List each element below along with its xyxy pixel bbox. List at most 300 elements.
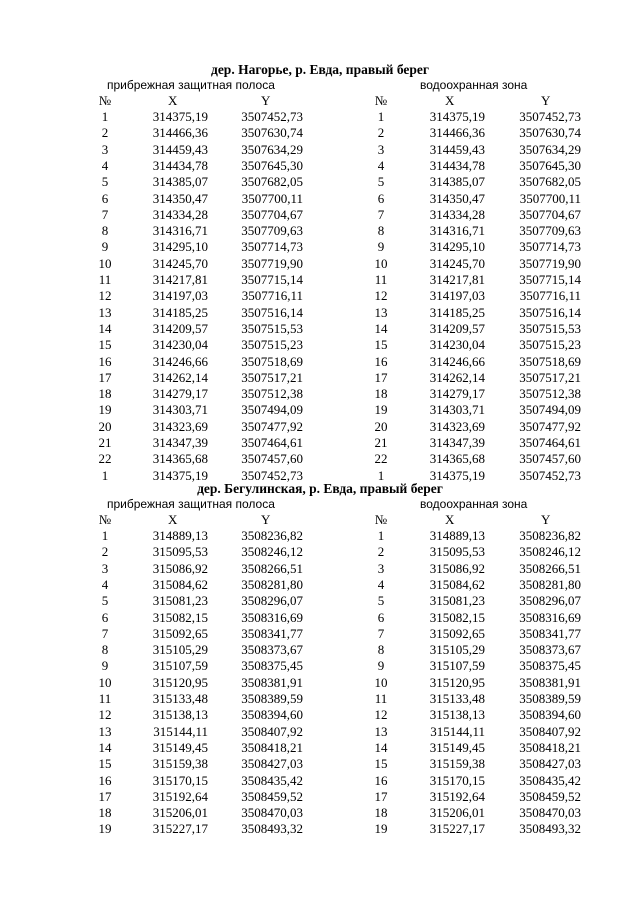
left-row-number: 19: [98, 402, 112, 418]
right-row-y: 3508418,21: [519, 739, 581, 755]
right-row-y: 3508407,92: [519, 723, 581, 739]
section-title: дер. Бегулинская, р. Евда, правый берег: [197, 481, 443, 496]
table-row: [0, 691, 640, 707]
table-row: [0, 740, 640, 756]
right-row-number: 5: [377, 593, 385, 609]
table-row: [0, 626, 640, 642]
right-row-x: 314303,71: [429, 402, 485, 418]
table-row: [0, 288, 640, 304]
left-row-x: 314434,78: [152, 157, 208, 173]
right-row-x: 314295,10: [429, 239, 485, 255]
left-row-x: 315081,23: [152, 593, 208, 609]
right-row-x: 314279,17: [429, 386, 485, 402]
right-row-x: 315192,64: [429, 788, 485, 804]
right-row-y: 3508459,52: [519, 788, 581, 804]
left-row-number: 1: [101, 467, 109, 483]
right-row-x: 314459,43: [429, 141, 485, 157]
left-row-x: 314350,47: [152, 190, 208, 206]
right-row-number: 9: [377, 658, 385, 674]
left-row-y: 3507464,61: [241, 435, 303, 450]
left-row-y: 3508281,80: [241, 576, 303, 592]
right-row-y: 3507515,53: [519, 320, 581, 336]
right-row-y: 3508296,07: [519, 593, 581, 609]
left-row-number: 17: [98, 369, 112, 385]
left-row-number: 16: [98, 772, 112, 788]
left-row-y: 3507512,38: [241, 386, 303, 402]
right-row-x: 314466,36: [429, 125, 485, 141]
left-row-y: 3508341,77: [241, 625, 303, 641]
right-row-number: 15: [374, 756, 388, 772]
right-row-number: 13: [374, 723, 388, 739]
table-row: [0, 821, 640, 837]
right-row-x: 315227,17: [429, 821, 485, 837]
table-row: [0, 707, 640, 723]
right-row-y: 3507512,38: [519, 386, 581, 402]
left-row-y: 3508407,92: [241, 723, 303, 739]
left-row-y: 3508493,32: [241, 821, 303, 837]
left-row-y: 3508316,69: [241, 609, 303, 625]
left-row-y: 3508375,45: [241, 658, 303, 674]
left-row-number: 2: [101, 125, 109, 141]
left-row-number: 21: [98, 435, 112, 450]
left-row-x: 314466,36: [152, 125, 208, 141]
right-row-y: 3508375,45: [519, 658, 581, 674]
right-row-y: 3507516,14: [519, 304, 581, 320]
left-row-number: 20: [98, 418, 112, 434]
right-row-y: 3508281,80: [519, 576, 581, 592]
right-row-number: 17: [374, 369, 388, 385]
right-row-number: 10: [374, 674, 388, 690]
right-row-x: 314316,71: [429, 223, 485, 239]
left-row-x: 315133,48: [152, 691, 208, 706]
table-row: [0, 272, 640, 288]
left-row-number: 12: [98, 288, 112, 304]
table-row: [0, 756, 640, 772]
right-row-y: 3507709,63: [519, 223, 581, 239]
right-row-number: 12: [374, 707, 388, 723]
table-row: [0, 773, 640, 789]
right-row-x: 314347,39: [429, 435, 485, 450]
right-row-number: 1: [377, 528, 385, 543]
left-row-number: 1: [101, 528, 109, 543]
right-row-y: 3507452,73: [519, 109, 581, 124]
right-row-x: 315170,15: [429, 772, 485, 788]
right-row-number: 11: [374, 272, 388, 287]
right-row-x: 315092,65: [429, 625, 485, 641]
left-row-number: 10: [98, 674, 112, 690]
left-row-number: 13: [98, 723, 112, 739]
right-row-number: 15: [374, 337, 388, 353]
right-header-x: X: [445, 93, 455, 108]
left-row-y: 3507515,53: [241, 320, 303, 336]
left-row-x: 314295,10: [152, 239, 208, 255]
left-row-y: 3507515,23: [241, 337, 303, 353]
left-row-x: 315227,17: [152, 821, 208, 837]
right-row-number: 16: [374, 353, 388, 369]
right-subtitle: водоохранная зона: [420, 497, 528, 511]
left-row-x: 315105,29: [152, 642, 208, 658]
table-header: [0, 512, 640, 528]
right-row-number: 16: [374, 772, 388, 788]
left-row-y: 3507682,05: [241, 174, 303, 190]
left-row-number: 22: [98, 451, 112, 467]
right-header-y: Y: [541, 512, 551, 527]
table-row: [0, 125, 640, 141]
left-row-number: 10: [98, 255, 112, 271]
left-row-x: 315120,95: [152, 674, 208, 690]
left-row-x: 315095,53: [152, 544, 208, 560]
table-row: [0, 451, 640, 467]
left-row-y: 3508394,60: [241, 707, 303, 723]
left-header-y: Y: [261, 93, 271, 108]
left-row-x: 314334,28: [152, 206, 208, 222]
table-row: [0, 223, 640, 239]
table-row: [0, 593, 640, 609]
right-row-x: 315081,23: [429, 593, 485, 609]
right-row-x: 314375,19: [429, 109, 485, 124]
left-row-y: 3507704,67: [241, 206, 303, 222]
left-row-x: 315206,01: [152, 805, 208, 821]
left-row-x: 315159,38: [152, 756, 208, 772]
table-row: [0, 109, 640, 125]
right-row-x: 314185,25: [429, 304, 485, 320]
left-row-y: 3507700,11: [241, 190, 303, 206]
left-row-number: 14: [98, 320, 112, 336]
right-row-x: 315086,92: [429, 560, 485, 576]
table-header: [0, 93, 640, 109]
table-row: [0, 544, 640, 560]
right-row-x: 315095,53: [429, 544, 485, 560]
right-row-y: 3507630,74: [519, 125, 581, 141]
left-row-number: 6: [101, 609, 109, 625]
right-row-number: 6: [377, 609, 385, 625]
left-header-y: Y: [261, 512, 271, 527]
right-row-y: 3507719,90: [519, 255, 581, 271]
left-row-y: 3507516,14: [241, 304, 303, 320]
right-row-y: 3508373,67: [519, 642, 581, 658]
right-row-x: 315107,59: [429, 658, 485, 674]
left-row-x: 315170,15: [152, 772, 208, 788]
right-row-number: 20: [374, 418, 388, 434]
left-row-x: 314303,71: [152, 402, 208, 418]
left-row-number: 7: [101, 206, 109, 222]
left-row-x: 314316,71: [152, 223, 208, 239]
left-row-x: 315192,64: [152, 788, 208, 804]
table-row: [0, 386, 640, 402]
right-row-y: 3507715,14: [519, 272, 581, 287]
left-row-x: 314230,04: [152, 337, 208, 353]
left-row-x: 314217,81: [152, 272, 208, 287]
right-row-y: 3508341,77: [519, 625, 581, 641]
right-subtitle: водоохранная зона: [420, 78, 528, 92]
left-row-x: 314347,39: [152, 435, 208, 450]
right-row-x: 314334,28: [429, 206, 485, 222]
left-row-y: 3508389,59: [241, 691, 303, 706]
right-row-x: 315082,15: [429, 609, 485, 625]
left-row-y: 3507709,63: [241, 223, 303, 239]
left-row-x: 314365,68: [152, 451, 208, 467]
right-row-y: 3507517,21: [519, 369, 581, 385]
left-row-number: 2: [101, 544, 109, 560]
table-row: [0, 305, 640, 321]
left-row-y: 3508470,03: [241, 805, 303, 821]
left-row-y: 3507477,92: [241, 418, 303, 434]
left-row-x: 315138,13: [152, 707, 208, 723]
left-row-x: 315144,11: [153, 723, 208, 739]
table-row: [0, 435, 640, 451]
right-row-x: 315138,13: [429, 707, 485, 723]
table-row: [0, 724, 640, 740]
right-row-y: 3508435,42: [519, 772, 581, 788]
right-row-x: 314350,47: [429, 190, 485, 206]
right-row-y: 3507477,92: [519, 418, 581, 434]
left-row-number: 12: [98, 707, 112, 723]
left-row-number: 3: [101, 560, 109, 576]
right-row-number: 2: [377, 544, 385, 560]
left-row-x: 314375,19: [152, 467, 208, 483]
left-row-y: 3508236,82: [241, 528, 303, 543]
right-row-y: 3508394,60: [519, 707, 581, 723]
right-row-y: 3507494,09: [519, 402, 581, 418]
right-row-x: 315105,29: [429, 642, 485, 658]
right-header-x: X: [445, 512, 455, 527]
table-row: [0, 642, 640, 658]
left-row-number: 8: [101, 642, 109, 658]
right-row-number: 4: [377, 576, 385, 592]
left-row-number: 6: [101, 190, 109, 206]
right-row-number: 7: [377, 206, 385, 222]
table-row: [0, 337, 640, 353]
left-row-x: 315107,59: [152, 658, 208, 674]
right-row-x: 315133,48: [429, 691, 485, 706]
table-row: [0, 805, 640, 821]
left-row-y: 3508418,21: [241, 739, 303, 755]
right-row-number: 17: [374, 788, 388, 804]
right-row-x: 314262,14: [429, 369, 485, 385]
right-row-number: 2: [377, 125, 385, 141]
right-row-y: 3507515,23: [519, 337, 581, 353]
left-row-number: 18: [98, 386, 112, 402]
right-row-number: 14: [374, 320, 388, 336]
left-row-number: 5: [101, 593, 109, 609]
left-row-y: 3507518,69: [241, 353, 303, 369]
table-row: [0, 321, 640, 337]
left-row-number: 3: [101, 141, 109, 157]
right-row-number: 9: [377, 239, 385, 255]
left-row-number: 16: [98, 353, 112, 369]
left-row-x: 315086,92: [152, 560, 208, 576]
left-row-number: 9: [101, 658, 109, 674]
table-row: [0, 354, 640, 370]
right-row-x: 315206,01: [429, 805, 485, 821]
left-row-number: 4: [101, 157, 109, 173]
table-row: [0, 370, 640, 386]
right-row-y: 3507716,11: [519, 288, 581, 304]
right-row-x: 314365,68: [429, 451, 485, 467]
table-row: [0, 256, 640, 272]
left-subtitle: прибрежная защитная полоса: [107, 497, 275, 511]
table-row: [0, 419, 640, 435]
left-row-x: 314197,03: [152, 288, 208, 304]
right-row-number: 1: [377, 109, 385, 124]
right-row-y: 3508470,03: [519, 805, 581, 821]
right-row-y: 3507645,30: [519, 157, 581, 173]
table-row: [0, 191, 640, 207]
right-row-number: 22: [374, 451, 388, 467]
left-row-x: 314245,70: [152, 255, 208, 271]
right-header-y: Y: [541, 93, 551, 108]
right-row-x: 314323,69: [429, 418, 485, 434]
right-header-no: №: [374, 512, 388, 527]
table-row: [0, 207, 640, 223]
left-row-number: 1: [101, 109, 109, 124]
left-row-x: 314185,25: [152, 304, 208, 320]
left-row-x: 315149,45: [152, 739, 208, 755]
right-row-y: 3507464,61: [519, 435, 581, 450]
left-row-number: 8: [101, 223, 109, 239]
right-row-x: 314375,19: [429, 467, 485, 483]
left-row-x: 314889,13: [152, 528, 208, 543]
left-row-y: 3508373,67: [241, 642, 303, 658]
table-row: [0, 658, 640, 674]
left-row-y: 3508459,52: [241, 788, 303, 804]
right-row-x: 315149,45: [429, 739, 485, 755]
right-row-x: 314209,57: [429, 320, 485, 336]
right-row-number: 19: [374, 821, 388, 837]
left-row-x: 314385,07: [152, 174, 208, 190]
right-row-x: 315120,95: [429, 674, 485, 690]
left-row-number: 19: [98, 821, 112, 837]
right-row-y: 3508316,69: [519, 609, 581, 625]
left-row-number: 14: [98, 739, 112, 755]
left-row-y: 3507645,30: [241, 157, 303, 173]
left-row-y: 3508246,12: [241, 544, 303, 560]
table-row: [0, 142, 640, 158]
left-row-y: 3507630,74: [241, 125, 303, 141]
left-row-number: 4: [101, 576, 109, 592]
right-row-x: 315159,38: [429, 756, 485, 772]
right-row-number: 8: [377, 223, 385, 239]
left-row-y: 3507714,73: [241, 239, 303, 255]
left-row-number: 5: [101, 174, 109, 190]
right-header-no: №: [374, 93, 388, 108]
table-row: [0, 158, 640, 174]
right-row-x: 314230,04: [429, 337, 485, 353]
left-header-x: X: [168, 93, 178, 108]
left-row-y: 3507452,73: [241, 467, 303, 483]
left-row-number: 7: [101, 625, 109, 641]
left-row-x: 314246,66: [152, 353, 208, 369]
right-row-number: 4: [377, 157, 385, 173]
left-row-number: 17: [98, 788, 112, 804]
left-row-y: 3507634,29: [241, 141, 303, 157]
right-row-y: 3507700,11: [519, 190, 581, 206]
right-row-number: 6: [377, 190, 385, 206]
left-row-x: 314323,69: [152, 418, 208, 434]
right-row-x: 314245,70: [429, 255, 485, 271]
right-row-y: 3508389,59: [519, 691, 581, 706]
right-row-number: 7: [377, 625, 385, 641]
right-row-number: 18: [374, 805, 388, 821]
right-row-y: 3508427,03: [519, 756, 581, 772]
right-row-y: 3507452,73: [519, 467, 581, 483]
right-row-y: 3507457,60: [519, 451, 581, 467]
right-row-number: 12: [374, 288, 388, 304]
right-row-x: 315144,11: [430, 723, 485, 739]
left-row-number: 9: [101, 239, 109, 255]
table-row: [0, 577, 640, 593]
right-row-x: 314246,66: [429, 353, 485, 369]
table-row: [0, 402, 640, 418]
left-row-x: 314459,43: [152, 141, 208, 157]
left-header-no: №: [98, 512, 112, 527]
left-row-y: 3507452,73: [241, 109, 303, 124]
right-row-number: 21: [374, 435, 388, 450]
table-row: [0, 174, 640, 190]
left-row-x: 315092,65: [152, 625, 208, 641]
right-row-x: 315084,62: [429, 576, 485, 592]
section-title: дер. Нагорье, р. Евда, правый берег: [210, 62, 430, 77]
left-row-y: 3507716,11: [241, 288, 303, 304]
right-row-x: 314197,03: [429, 288, 485, 304]
right-row-number: 14: [374, 739, 388, 755]
left-row-y: 3508266,51: [241, 560, 303, 576]
left-row-y: 3508435,42: [241, 772, 303, 788]
right-row-number: 19: [374, 402, 388, 418]
right-row-number: 3: [377, 560, 385, 576]
right-row-y: 3507634,29: [519, 141, 581, 157]
left-subtitle: прибрежная защитная полоса: [107, 78, 275, 92]
right-row-number: 18: [374, 386, 388, 402]
right-row-number: 10: [374, 255, 388, 271]
right-row-y: 3508266,51: [519, 560, 581, 576]
left-row-x: 314279,17: [152, 386, 208, 402]
left-row-x: 314375,19: [152, 109, 208, 124]
right-row-y: 3508236,82: [519, 528, 581, 543]
left-row-number: 15: [98, 337, 112, 353]
table-row: [0, 561, 640, 577]
left-row-x: 314262,14: [152, 369, 208, 385]
right-row-number: 13: [374, 304, 388, 320]
left-row-number: 13: [98, 304, 112, 320]
left-row-y: 3507719,90: [241, 255, 303, 271]
right-row-number: 1: [377, 467, 385, 483]
table-row: [0, 789, 640, 805]
right-row-number: 3: [377, 141, 385, 157]
right-row-number: 8: [377, 642, 385, 658]
left-row-y: 3508381,91: [241, 674, 303, 690]
right-row-x: 314385,07: [429, 174, 485, 190]
table-row: [0, 675, 640, 691]
table-row: [0, 239, 640, 255]
right-row-y: 3508493,32: [519, 821, 581, 837]
right-row-number: 5: [377, 174, 385, 190]
left-header-no: №: [98, 93, 112, 108]
right-row-x: 314434,78: [429, 157, 485, 173]
right-row-y: 3507704,67: [519, 206, 581, 222]
right-row-y: 3507682,05: [519, 174, 581, 190]
left-header-x: X: [168, 512, 178, 527]
left-row-x: 315084,62: [152, 576, 208, 592]
right-row-y: 3507714,73: [519, 239, 581, 255]
left-row-number: 15: [98, 756, 112, 772]
left-row-x: 315082,15: [152, 609, 208, 625]
right-row-y: 3508246,12: [519, 544, 581, 560]
left-row-y: 3507715,14: [241, 272, 303, 287]
left-row-x: 314209,57: [152, 320, 208, 336]
left-row-y: 3507457,60: [241, 451, 303, 467]
left-row-y: 3507494,09: [241, 402, 303, 418]
